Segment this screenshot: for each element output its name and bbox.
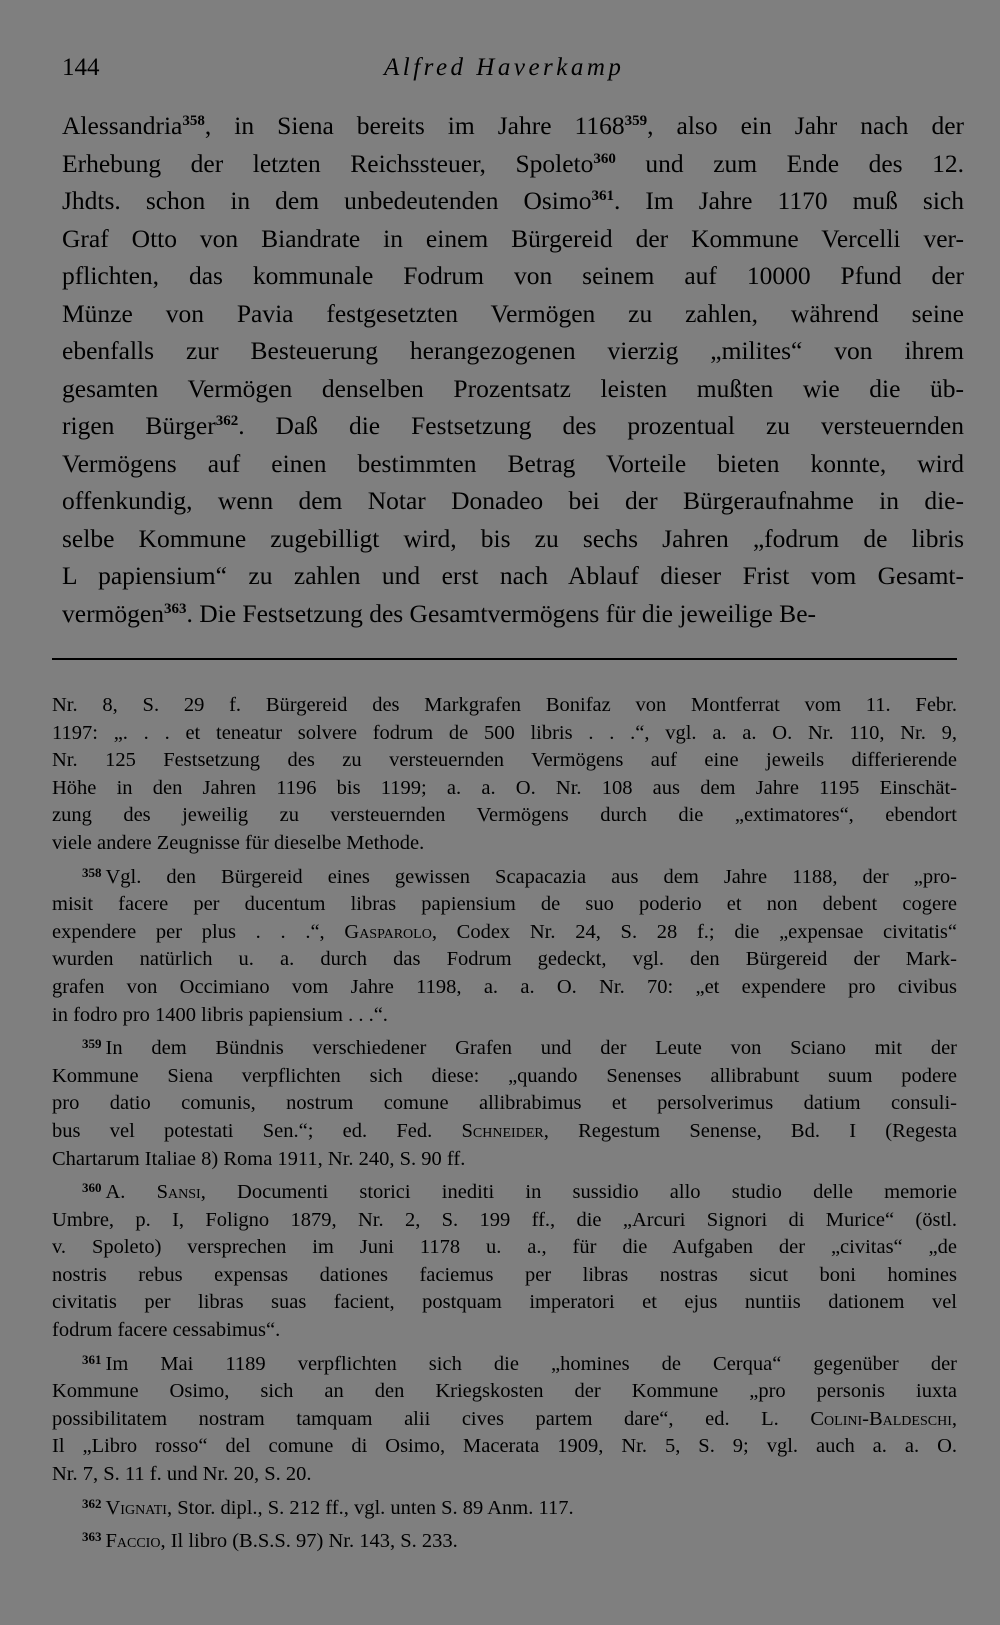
text-line xyxy=(62,370,964,408)
footnote-text: Kommune Osimo, sich an den Kriegskosten der Kommune „pro personis iuxta xyxy=(52,1380,957,1403)
footnote-text: in fodro pro 1400 libris papiensium . . .“. xyxy=(52,1003,388,1026)
footnote-line xyxy=(52,891,957,919)
text-run: , in Siena bereits im Jahre 1168 xyxy=(204,111,625,140)
text-run: selbe Kommune zugebilligt wird, bis zu sechs Jahren „fodrum de libris xyxy=(62,523,964,553)
text-run: Alessandria xyxy=(62,111,183,140)
footnote xyxy=(52,1035,957,1173)
text-line xyxy=(62,257,964,295)
footnote-marker: 361 xyxy=(82,1351,102,1367)
footnote-line xyxy=(52,1351,957,1379)
footnote-line xyxy=(52,1461,957,1489)
footnote-line xyxy=(52,1262,957,1290)
footnote-text: viele andere Zeugnisse für dieselbe Methode. xyxy=(52,831,425,854)
footnote-line xyxy=(52,946,957,974)
footnote-rule xyxy=(52,658,957,660)
text-line xyxy=(62,220,964,258)
text-run: , also ein Jahr nach der xyxy=(647,111,965,140)
text-run: Graf Otto von Biandrate in einem Bürgereid der Kommune Vercelli ver- xyxy=(62,223,964,253)
text-run: gesamten Vermögen denselben Prozentsatz leisten mußten wie die üb- xyxy=(62,373,964,403)
text-run: Münze von Pavia festgesetzten Vermögen zu zahlen, während seine xyxy=(62,298,964,328)
text-run: . Die Festsetzung des Gesamtvermögens für die jeweilige Be- xyxy=(186,598,816,628)
footnote-text: bus vel potestati Sen.“; ed. Fed. Schneider, Regestum Senense, Bd. I (Regesta xyxy=(52,1119,958,1142)
footnote-line xyxy=(52,1234,957,1262)
footnote-line xyxy=(52,1118,957,1146)
text-run: L papiensium“ zu zahlen und erst nach Ablauf dieser Frist vom Gesamt- xyxy=(62,561,964,590)
footnote-ref: 363 xyxy=(163,600,187,617)
running-head: Alfred Haverkamp xyxy=(384,54,625,81)
text-run: . Daß die Festsetzung des prozentual zu versteuernden xyxy=(238,411,964,440)
footnote-text: 1197: „. . . et teneatur solvere fodrum de 500 libris . . .“, vgl. a. a. O. Nr. 110, Nr. 9, xyxy=(52,721,957,744)
text-run: offenkundig, wenn dem Notar Donadeo bei der Bürgeraufnahme in die- xyxy=(62,486,964,515)
footnote-ref: 359 xyxy=(624,113,648,129)
footnote-text: v. Spoleto) versprechen im Juni 1178 u. a., für die Aufgaben der „civitas“ „de xyxy=(52,1236,957,1259)
footnote-text: Nr. 7, S. 11 f. und Nr. 20, S. 20. xyxy=(52,1463,312,1486)
footnote-marker: 362 xyxy=(82,1495,102,1511)
text-run: . Im Jahre 1170 muß sich xyxy=(613,186,964,215)
footnote-text: expendere per plus . . .“, Gasparolo, Codex Nr. 24, S. 28 f.; die „expensae civitatis“ xyxy=(52,920,957,943)
footnote-line xyxy=(52,864,957,892)
text-line xyxy=(62,595,964,633)
footnote-text: misit facere per ducentum libras papiensium de suo poderio et non debent cogere xyxy=(52,893,957,916)
footnote xyxy=(52,1351,957,1489)
footnote-ref: 360 xyxy=(593,150,616,167)
footnote-text: nostris rebus expensas dationes faciemus per libras nostras sicut boni homines xyxy=(52,1263,957,1286)
text-line xyxy=(62,407,964,445)
footnote xyxy=(52,1528,957,1556)
footnote-line xyxy=(52,775,957,803)
footnote-line xyxy=(52,1146,957,1174)
footnote-text: Kommune Siena verpflichten sich diese: „quando Senenses allibrabunt suum podere xyxy=(52,1064,957,1087)
footnote-text: wurden natürlich u. a. durch das Fodrum gedeckt, vgl. den Bürgereid der Mark- xyxy=(52,948,957,971)
footnote xyxy=(52,1495,957,1523)
footnote xyxy=(52,864,957,1030)
main-text xyxy=(62,107,964,632)
text-line xyxy=(62,332,964,370)
footnote-text: Im Mai 1189 verpflichten sich die „homines de Cerqua“ gegenüber der xyxy=(105,1352,957,1375)
footnote-ref: 362 xyxy=(215,413,239,429)
footnote-line xyxy=(52,1433,957,1461)
footnote-text: grafen von Occimiano vom Jahre 1198, a. a. O. Nr. 70: „et expendere pro civibus xyxy=(52,975,957,998)
footnote-line xyxy=(52,1063,957,1091)
footnote-line xyxy=(52,830,957,858)
footnote xyxy=(52,1179,957,1345)
footnote-line xyxy=(52,1289,957,1317)
footnote-text: In dem Bündnis verschiedener Grafen und der Leute von Sciano mit der xyxy=(105,1037,957,1060)
footnote-line xyxy=(52,1495,957,1523)
footnote-line xyxy=(52,1002,957,1030)
footnote-text: Faccio, Il libro (B.S.S. 97) Nr. 143, S. 233. xyxy=(105,1530,458,1553)
text-line xyxy=(62,182,964,220)
footnote xyxy=(52,692,957,858)
footnote-text: civitatis per libras suas facient, postquam imperatori et ejus nuntiis dationem vel xyxy=(52,1291,957,1314)
footnote-line xyxy=(52,974,957,1002)
footnote-marker: 363 xyxy=(82,1529,102,1545)
page-number: 144 xyxy=(62,54,100,81)
text-run: ebenfalls zur Besteuerung herangezogenen vierzig „milites“ von ihrem xyxy=(62,336,964,365)
footnote-line xyxy=(52,1528,957,1556)
text-run: Vermögens auf einen bestimmten Betrag Vorteile bieten konnte, wird xyxy=(62,448,964,478)
text-line xyxy=(62,295,964,333)
page-header xyxy=(62,46,960,86)
footnote-text: Umbre, p. I, Foligno 1879, Nr. 2, S. 199 ff., die „Arcuri Signori di Murice“ (östl. xyxy=(52,1208,957,1231)
text-run: Erhebung der letzten Reichssteuer, Spoleto xyxy=(62,148,594,178)
footnote-text: A. Sansi, Documenti storici inediti in sussidio allo studio delle memorie xyxy=(105,1181,957,1204)
footnote-text: Nr. 125 Festsetzung des zu versteuernden Vermögens auf eine jeweils differierende xyxy=(52,749,957,772)
footnote-ref: 361 xyxy=(591,188,614,204)
footnote-marker: 359 xyxy=(82,1036,102,1052)
footnote-line xyxy=(52,1317,957,1345)
footnote-line xyxy=(52,1406,957,1434)
text-run: Jhdts. schon in dem unbedeutenden Osimo xyxy=(62,186,592,215)
footnote-text: Vignati, Stor. dipl., S. 212 ff., vgl. unten S. 89 Anm. 117. xyxy=(105,1496,574,1519)
text-line xyxy=(62,520,964,558)
footnotes xyxy=(52,692,957,1556)
footnote-line xyxy=(52,919,957,947)
footnote-text: Höhe in den Jahren 1196 bis 1199; a. a. O. Nr. 108 aus dem Jahre 1195 Einschät- xyxy=(52,776,957,799)
text-line xyxy=(62,557,964,595)
footnote-text: pro datio comunis, nostrum comune allibrabimus et persolverimus datium consuli- xyxy=(52,1092,957,1115)
footnote-line xyxy=(52,1035,957,1063)
text-run: vermögen xyxy=(62,598,164,628)
footnote-line xyxy=(52,692,957,720)
footnote-text: possibilitatem nostram tamquam alii cives partem dare“, ed. L. Colini-Baldeschi, xyxy=(52,1407,957,1430)
text-line xyxy=(62,482,964,520)
footnote-text: Il „Libro rosso“ del comune di Osimo, Macerata 1909, Nr. 5, S. 9; vgl. auch a. a. O. xyxy=(52,1435,957,1458)
text-line xyxy=(62,145,964,183)
footnote-text: zung des jeweilig zu versteuernden Vermögens durch die „extimatores“, ebendort xyxy=(52,804,957,827)
footnote-ref: 358 xyxy=(182,113,205,129)
footnote-line xyxy=(52,720,957,748)
text-run: rigen Bürger xyxy=(62,411,216,440)
text-line xyxy=(62,445,964,483)
text-run: und zum Ende des 12. xyxy=(615,148,965,178)
footnote-text: Nr. 8, S. 29 f. Bürgereid des Markgrafen Bonifaz von Montferrat vom 11. Febr. xyxy=(52,694,957,716)
footnote-text: fodrum facere cessabimus“. xyxy=(52,1319,281,1342)
footnote-line xyxy=(52,802,957,830)
footnote-line xyxy=(52,1090,957,1118)
footnote-marker: 358 xyxy=(82,864,102,880)
footnote-text: Chartarum Italiae 8) Roma 1911, Nr. 240, S. 90 ff. xyxy=(52,1147,466,1170)
footnote-line xyxy=(52,1378,957,1406)
text-run: pflichten, das kommunale Fodrum von seinem auf 10000 Pfund der xyxy=(62,261,964,290)
footnote-line xyxy=(52,747,957,775)
footnote-line xyxy=(52,1207,957,1235)
footnote-text: Vgl. den Bürgereid eines gewissen Scapacazia aus dem Jahre 1188, der „pro- xyxy=(105,865,957,888)
footnote-line xyxy=(52,1179,957,1207)
footnote-marker: 360 xyxy=(82,1180,102,1196)
text-line xyxy=(62,107,964,145)
